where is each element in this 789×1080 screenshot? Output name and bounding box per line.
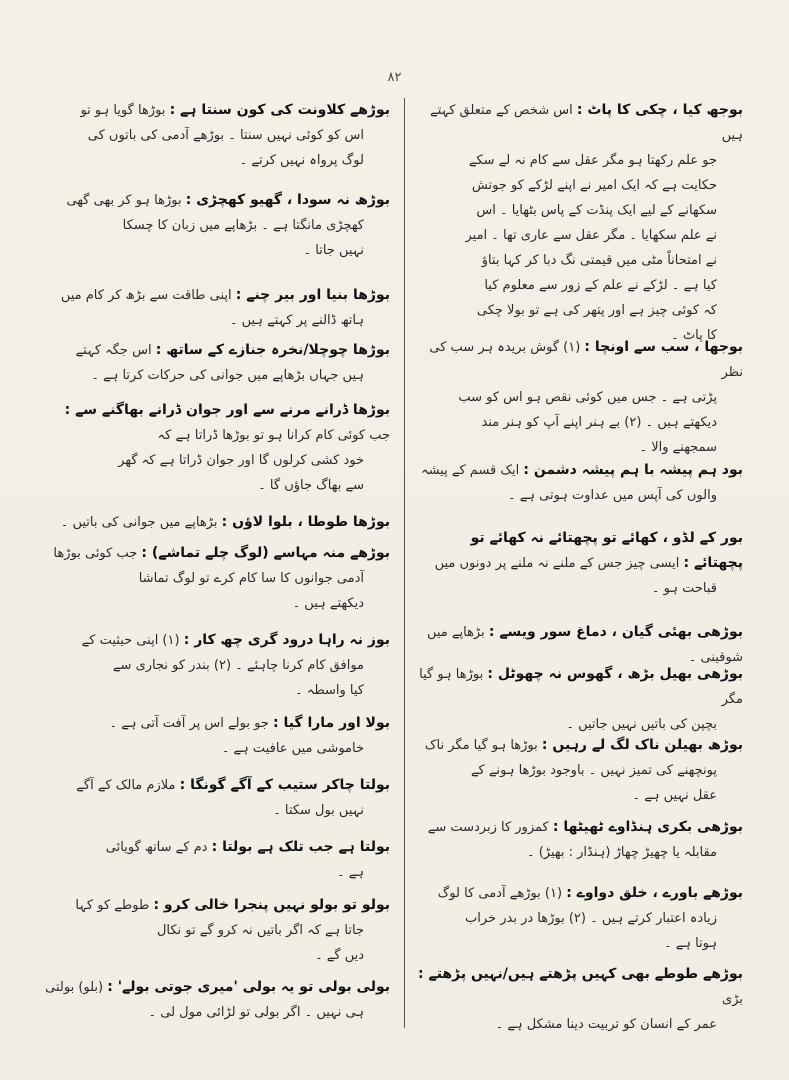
entry-line: مقابلہ یا چھیڑ چھاڑ (ہنڈار : بھیڑ) ۔ bbox=[526, 845, 717, 860]
entry-line: ہیں جہاں بڑھاپے میں جوانی کی حرکات کرتا ہے ۔ bbox=[91, 368, 364, 383]
entry-line bbox=[418, 662, 743, 712]
entry-line: لوگ پرواہ نہیں کرتے ۔ bbox=[239, 153, 364, 168]
entry-line bbox=[40, 628, 390, 653]
entry-line: پونچھنے کی تمیز نہیں ۔ باوجود بوڑھا ہونے کے bbox=[470, 763, 717, 778]
entry-line: جو علم رکھتا ہو مگر عقل سے کام نہ لے سکے bbox=[468, 153, 717, 168]
entry-headword: بود ہم پیشہ با ہم پیشہ دشمن : bbox=[523, 462, 743, 478]
entry-headword: بوڑھا طوطا ، بلوا لاؤں : bbox=[221, 514, 390, 530]
entry-headword: بوجھ کیا ، چکی کا پاٹ : bbox=[576, 102, 743, 118]
entry-headword: بوڑھے باورے ، خلق دواوے : bbox=[566, 885, 743, 901]
entry-line bbox=[418, 962, 743, 1012]
dictionary-entry bbox=[418, 662, 743, 737]
entry-headword: بولتا چاکر ستیب کے آگے گونگا : bbox=[179, 777, 390, 793]
dictionary-entry bbox=[418, 526, 743, 601]
entry-line: نہیں جاتا ۔ bbox=[303, 243, 364, 258]
entry-definition-text: طوطے کو کہا bbox=[75, 898, 150, 913]
entry-line: زیادہ اعتبار کرتے ہیں ۔ (۲) بوڑھا در بدر خراب bbox=[465, 911, 717, 926]
entry-headword: بوز نہ راہا درود گری چھ کار : bbox=[183, 632, 390, 648]
entry-headword: بوڑھا بنیا اور بیر چنے : bbox=[235, 287, 390, 303]
entry-headword: بوڑھی بھئی گیان ، دماغ سور ویسے : bbox=[488, 624, 743, 640]
entry-headword: بوڑھا چوچلا/نخرہ جنازے کے ساتھ : bbox=[155, 342, 390, 358]
entry-line bbox=[40, 773, 390, 798]
entry-headword: بوڑھ نہ سودا ، گھیو کھچڑی : bbox=[185, 192, 390, 208]
entry-line bbox=[40, 98, 390, 123]
entry-line: دیکھتے ہیں ۔ (۲) بے ہنر اپنے آپ کو ہنر مند bbox=[481, 415, 717, 430]
entry-definition-text: دم کے ساتھ گویائی bbox=[105, 840, 208, 855]
entry-definition-text: بڑی bbox=[722, 992, 743, 1007]
entry-line: نے امتحاناً مٹی میں قیمتی نگ دبا کر کہا بتاؤ bbox=[481, 253, 717, 268]
dictionary-entry bbox=[40, 628, 390, 703]
entry-line: کیا ہے ۔ لڑکے نے علم کے زور سے معلوم کیا bbox=[484, 278, 717, 293]
entry-line bbox=[40, 510, 390, 535]
entry-headword: بولو تو بولو نہیں پنجرا خالی کرو : bbox=[153, 897, 390, 913]
page-number: ۸۲ bbox=[387, 70, 402, 85]
entry-line: نے علم سکھایا ۔ مگر عقل سے عاری تھا ۔ امیر bbox=[465, 228, 717, 243]
entry-line: ہوتا ہے ۔ bbox=[663, 936, 717, 951]
dictionary-entry bbox=[40, 98, 390, 173]
entry-line: ہے ۔ bbox=[337, 865, 364, 880]
entry-headword: بوڑھا ڈرانے مرنے سے اور جوان ڈرانے بھاگنے سے : bbox=[64, 402, 390, 418]
entry-definition-text: کمزور کا زبردست سے bbox=[427, 820, 549, 835]
entry-line bbox=[418, 815, 743, 840]
entry-headword: بوڑھے طوطے بھی کہیں پڑھتے ہیں/نہیں پڑھتے : bbox=[418, 966, 743, 982]
entry-definition-text: جب کوئی بوڑھا bbox=[53, 546, 138, 561]
entry-definition-text: بوڑھا ہو کر بھی گھی bbox=[66, 193, 182, 208]
entry-definition-text: بوڑھا ہو گیا مگر bbox=[419, 667, 743, 707]
entry-headword: بوڑھی بکری ہنڈاوے ٹھیٹھا : bbox=[552, 819, 743, 835]
entry-headword: بولا اور مارا گیا : bbox=[272, 715, 390, 731]
entry-line: حکایت ہے کہ ایک امیر نے اپنے لڑکے کو جوتش bbox=[471, 178, 717, 193]
entry-line: پڑتی ہے ۔ جس میں کوئی نقص ہو اس کو سب bbox=[458, 390, 717, 405]
entry-line: کا پاٹ ۔ bbox=[671, 328, 717, 343]
entry-line: عمر کے انسان کو تربیت دینا مشکل ہے ۔ bbox=[495, 1017, 717, 1032]
entry-line: کھچڑی مانگتا ہے ۔ بڑھاپے میں زبان کا چسکا bbox=[122, 218, 364, 233]
entry-line: دیکھتے ہیں ۔ bbox=[292, 596, 364, 611]
entry-line: خاموشی میں عافیت ہے ۔ bbox=[221, 741, 364, 756]
entry-definition-text: (۱) اپنی حیثیت کے bbox=[81, 633, 180, 648]
entry-line: ہی نہیں ۔ اگر بولی تو لڑائی مول لی ۔ bbox=[148, 1005, 364, 1020]
entry-line: موافق کام کرنا چاہئے ۔ (۲) بندر کو نجاری سے bbox=[112, 658, 364, 673]
entry-line bbox=[418, 733, 743, 758]
column-divider bbox=[404, 98, 405, 1028]
entry-line: جاتا ہے کہ اگر باتیں نہ کرو گے تو نکال bbox=[156, 923, 364, 938]
entry-line: سکھانے کے لیے ایک پنڈت کے پاس بٹھایا ۔ اس bbox=[476, 203, 717, 218]
dictionary-entry bbox=[40, 188, 390, 263]
dictionary-entry bbox=[40, 398, 390, 498]
entry-line bbox=[418, 98, 743, 148]
entry-headword: بوجھا ، سب سے اونچا : bbox=[584, 339, 743, 355]
dictionary-entry bbox=[40, 773, 390, 823]
entry-line: بچپن کی باتیں نہیں جاتیں ۔ bbox=[566, 717, 717, 732]
entry-line bbox=[40, 893, 390, 918]
entry-definition-text: (بلو) بولتی bbox=[45, 980, 104, 995]
entry-definition-text: بڑھاپے میں شوقینی ۔ bbox=[426, 625, 743, 665]
dictionary-entry bbox=[40, 338, 390, 388]
entry-line bbox=[40, 835, 390, 860]
entry-line: کہ کوئی چیز ہے اور پتھر کی ہے تو بولا چکی bbox=[476, 303, 717, 318]
entry-definition-text: جو بولے اس پر آفت آتی ہے ۔ bbox=[109, 716, 269, 731]
entry-line: اس کو کوئی نہیں سنتا ۔ بوڑھے آدمی کی باتوں کی bbox=[87, 128, 364, 143]
dictionary-entry bbox=[40, 711, 390, 761]
dictionary-entry bbox=[418, 733, 743, 808]
entry-line: دیں گے ۔ bbox=[315, 948, 364, 963]
entry-definition-text: ایک قسم کے پیشہ bbox=[420, 463, 520, 478]
entry-definition-text: ایسی چیز جس کے ملنے نہ ملنے پر دونوں میں bbox=[434, 556, 680, 571]
entry-definition-text: اس جگہ کہتے bbox=[75, 343, 152, 358]
entry-headword: بور کے لڈو ، کھائے تو پچھتائے نہ کھائے تو پچھتائے : bbox=[470, 530, 743, 571]
entry-definition-text: بوڑھا ہو گیا مگر ناک bbox=[424, 738, 538, 753]
entry-line: نہیں بول سکتا ۔ bbox=[273, 803, 364, 818]
entry-definition-text: اس شخص کے متعلق کہتے ہیں bbox=[430, 103, 743, 143]
dictionary-entry bbox=[418, 962, 743, 1037]
entry-line bbox=[418, 458, 743, 483]
entry-definition-text: اپنی طاقت سے بڑھ کر کام میں bbox=[60, 288, 232, 303]
entry-line bbox=[40, 338, 390, 363]
dictionary-entry bbox=[40, 893, 390, 968]
entry-line: کیا واسطہ ۔ bbox=[294, 683, 364, 698]
entry-line: خود کشی کرلوں گا اور جوان ڈراتا ہے کہ گھر bbox=[118, 453, 364, 468]
entry-line: آدمی جوانوں کا سا کام کرے تو لوگ تماشا bbox=[138, 571, 364, 586]
dictionary-entry bbox=[40, 283, 390, 333]
entry-headword: بولتا ہے جب تلک ہے بولتا : bbox=[211, 839, 390, 855]
entry-line bbox=[40, 975, 390, 1000]
entry-headword: بوڑھے منہ مہاسے (لوگ چلے تماشے) : bbox=[141, 545, 390, 561]
entry-headword: بوڑھ بھیلن ناک لگ لے رہیں : bbox=[541, 737, 743, 753]
dictionary-entry bbox=[40, 510, 390, 535]
entry-definition-text: جب کوئی کام کرانا ہو تو بوڑھا ڈراتا ہے کہ bbox=[157, 428, 390, 443]
dictionary-entry bbox=[418, 98, 743, 348]
entry-line bbox=[40, 541, 390, 566]
dictionary-entry bbox=[418, 335, 743, 460]
entry-headword: بوڑھی بھیل بڑھ ، گھوس نہ چھوٹل : bbox=[487, 666, 743, 682]
dictionary-entry bbox=[418, 458, 743, 508]
dictionary-entry bbox=[40, 541, 390, 616]
dictionary-entry bbox=[40, 975, 390, 1025]
entry-line: ہاتھ ڈالنے پر کہتے ہیں ۔ bbox=[229, 313, 364, 328]
entry-line bbox=[418, 335, 743, 385]
entry-line: سے بھاگ جاؤں گا ۔ bbox=[258, 478, 364, 493]
entry-line bbox=[418, 526, 743, 576]
dictionary-entry bbox=[418, 881, 743, 956]
entry-line: والوں کی آپس میں عداوت ہوتی ہے ۔ bbox=[508, 488, 717, 503]
entry-headword: بوڑھے کلاونت کی کون سنتا ہے : bbox=[169, 102, 390, 118]
entry-headword: بولی بولی تو یہ بولی 'میری جوتی بولے' : bbox=[107, 979, 390, 995]
dictionary-entry bbox=[418, 815, 743, 865]
entry-definition-text: (۱) گوش بریدہ ہر سب کی نظر bbox=[429, 340, 743, 380]
dictionary-entry bbox=[40, 835, 390, 885]
entry-definition-text: ملازم مالک کے آگے bbox=[76, 778, 176, 793]
entry-definition-text: بوڑھا گویا ہو تو bbox=[80, 103, 166, 118]
entry-line: قباحت ہو ۔ bbox=[651, 581, 717, 596]
entry-definition-text: بڑھاپے میں جوانی کی باتیں ۔ bbox=[60, 515, 218, 530]
entry-line bbox=[418, 881, 743, 906]
entry-definition-text: (۱) بوڑھے آدمی کا لوگ bbox=[437, 886, 563, 901]
entry-line bbox=[40, 188, 390, 213]
entry-line bbox=[40, 711, 390, 736]
entry-line bbox=[40, 398, 390, 448]
entry-line bbox=[40, 283, 390, 308]
entry-line: سمجھنے والا ۔ bbox=[639, 440, 717, 455]
entry-line: عقل نہیں ہے ۔ bbox=[632, 788, 717, 803]
